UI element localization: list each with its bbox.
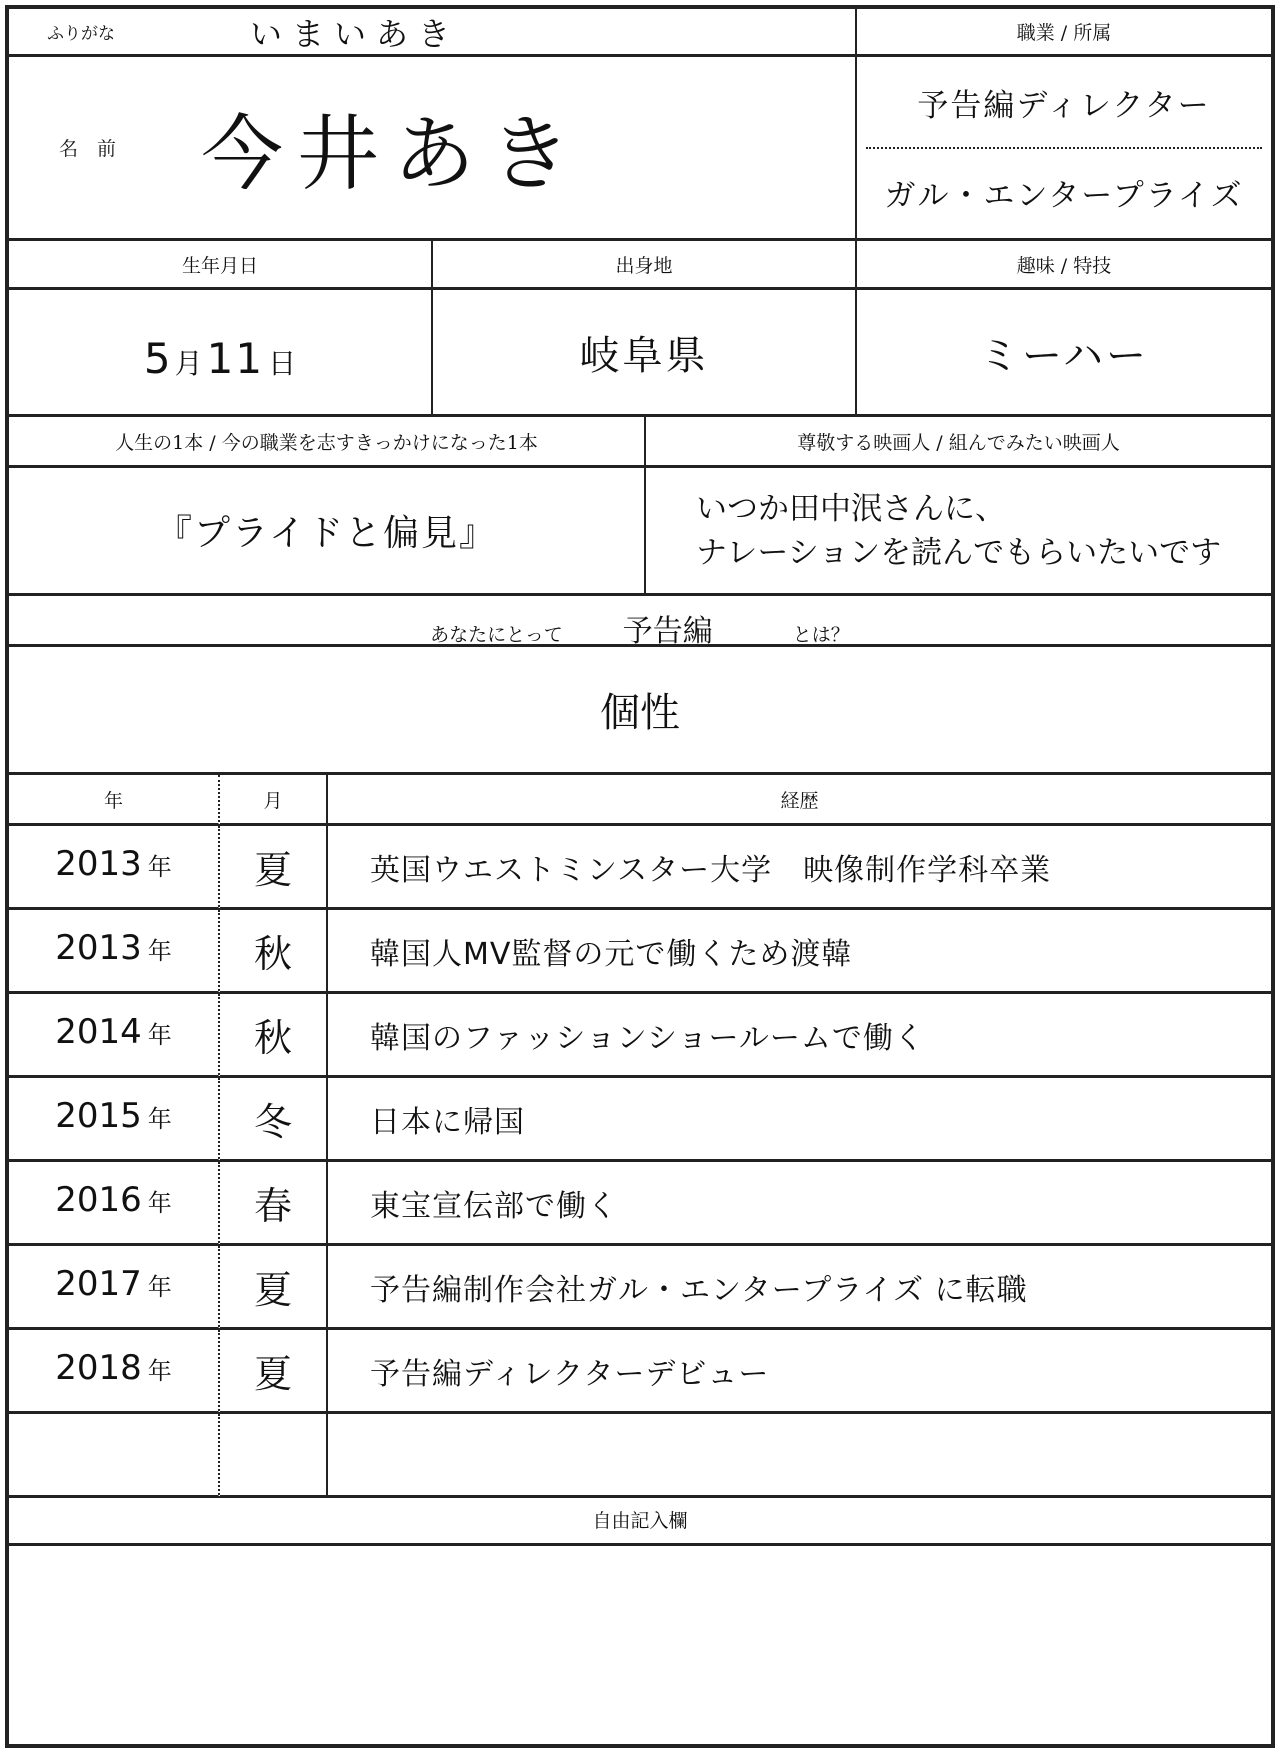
question-answer-field	[9, 647, 1271, 775]
occupation-company: ガル・エンタープライズ	[884, 178, 1244, 214]
history-year-unit: 年	[147, 1357, 172, 1385]
free-label: 自由記入欄	[592, 1510, 688, 1532]
free-label-cell	[9, 1496, 1271, 1546]
furigana-label: ふりがな	[47, 24, 115, 44]
history-year: 2017	[55, 1264, 142, 1304]
year-header: 年	[103, 789, 123, 812]
history-year-header	[9, 775, 220, 826]
occupation-title: 予告編ディレクター	[917, 88, 1211, 124]
hometown-label-cell	[433, 241, 857, 290]
birthday-month-unit: 月	[174, 347, 203, 380]
history-text: 予告編ディレクターデビュー	[370, 1356, 770, 1392]
history-season: 夏	[253, 848, 292, 892]
month-header: 月	[263, 789, 283, 812]
question-suffix: とは？	[792, 624, 850, 646]
film-label: 人生の1本 / 今の職業を志すきっかけになった1本	[115, 431, 538, 454]
history-season: 春	[253, 1184, 292, 1228]
history-season-cell	[220, 1162, 328, 1246]
history-year: 2013	[55, 844, 142, 884]
respect-line-2: ナレーションを読んでもらいたいです	[696, 534, 1222, 571]
history-year-unit: 年	[147, 1189, 172, 1217]
history-year-cell	[9, 1078, 220, 1162]
history-year: 2014	[55, 1012, 142, 1052]
birthday-month: 5	[143, 334, 171, 383]
history-year-cell	[9, 1246, 220, 1330]
film-field	[9, 468, 646, 596]
history-season: 秋	[253, 1016, 292, 1060]
birthday-field	[9, 290, 433, 417]
name-value: 今井あき	[201, 107, 586, 202]
furigana-value: いまいあき	[250, 14, 461, 53]
history-season-cell	[220, 826, 328, 910]
history-text: 韓国のファッションショールームで働く	[370, 1020, 925, 1056]
history-year-cell	[9, 1330, 220, 1414]
hometown-value: 岐阜県	[579, 332, 709, 379]
history-row	[328, 826, 1271, 910]
history-season: 冬	[253, 1100, 292, 1144]
history-row	[328, 1330, 1271, 1414]
history-season-cell	[220, 1078, 328, 1162]
history-text: 韓国人MV監督の元で働くため渡韓	[370, 936, 853, 972]
name-label: 名 前	[59, 138, 117, 160]
respect-field	[646, 468, 1271, 596]
hometown-field	[433, 290, 857, 417]
respect-label-cell	[646, 417, 1271, 468]
history-row	[328, 1078, 1271, 1162]
history-year: 2016	[55, 1180, 142, 1220]
occupation-label-cell	[857, 9, 1271, 57]
history-year-unit: 年	[147, 1105, 172, 1133]
respect-label: 尊敬する映画人 / 組んでみたい映画人	[797, 431, 1120, 454]
furigana-field	[9, 9, 857, 57]
question-answer: 個性	[600, 690, 680, 736]
history-season-cell	[220, 1246, 328, 1330]
history-row	[328, 1162, 1271, 1246]
history-season: 秋	[253, 932, 292, 976]
history-year-unit: 年	[147, 1273, 172, 1301]
history-season-cell	[220, 1414, 328, 1498]
history-row	[328, 910, 1271, 994]
history-row	[328, 1246, 1271, 1330]
free-entry-area[interactable]	[9, 1546, 1271, 1744]
film-label-cell	[9, 417, 646, 468]
history-year-cell	[9, 994, 220, 1078]
question-label-cell	[9, 596, 1271, 647]
history-year-cell	[9, 826, 220, 910]
history-season: 夏	[253, 1268, 292, 1312]
question-prefix: あなたにとって	[430, 624, 563, 646]
respect-line-1: いつか田中泯さんに、	[696, 490, 1006, 527]
history-year-cell	[9, 1414, 220, 1498]
history-row	[328, 994, 1271, 1078]
hobby-label: 趣味 / 特技	[1016, 254, 1112, 277]
profile-sheet	[5, 5, 1275, 1748]
history-year: 2018	[55, 1348, 142, 1388]
history-text: 英国ウエストミンスター大学 映像制作学科卒業	[370, 852, 1052, 888]
history-text: 予告編制作会社ガル・エンタープライズ に転職	[370, 1272, 1028, 1308]
history-year-unit: 年	[147, 853, 172, 881]
history-season-cell	[220, 994, 328, 1078]
history-year-cell	[9, 1162, 220, 1246]
hobby-value: ミーハー	[979, 332, 1149, 379]
birthday-day-unit: 日	[268, 347, 297, 380]
name-field	[9, 57, 857, 241]
history-text: 日本に帰国	[370, 1104, 525, 1140]
occupation-field	[857, 57, 1271, 241]
history-season-cell	[220, 910, 328, 994]
career-header: 経歴	[780, 789, 819, 812]
birthday-day: 11	[206, 334, 265, 383]
birthday-label-cell	[9, 241, 433, 290]
question-topic: 予告編	[622, 614, 713, 649]
film-value: 『プライドと偏見』	[156, 513, 497, 554]
history-year: 2013	[55, 928, 142, 968]
history-month-header	[220, 775, 328, 826]
hobby-label-cell	[857, 241, 1271, 290]
birthday-label: 生年月日	[181, 254, 258, 277]
occupation-label: 職業 / 所属	[1016, 22, 1112, 44]
history-year: 2015	[55, 1096, 142, 1136]
history-year-cell	[9, 910, 220, 994]
hometown-label: 出身地	[615, 254, 673, 277]
history-season-cell	[220, 1330, 328, 1414]
history-career-header	[328, 775, 1271, 826]
history-season: 夏	[253, 1352, 292, 1396]
history-year-unit: 年	[147, 937, 172, 965]
history-text: 東宝宣伝部で働く	[370, 1188, 618, 1224]
hobby-field	[857, 290, 1271, 417]
history-row	[328, 1414, 1271, 1498]
history-year-unit: 年	[147, 1021, 172, 1049]
